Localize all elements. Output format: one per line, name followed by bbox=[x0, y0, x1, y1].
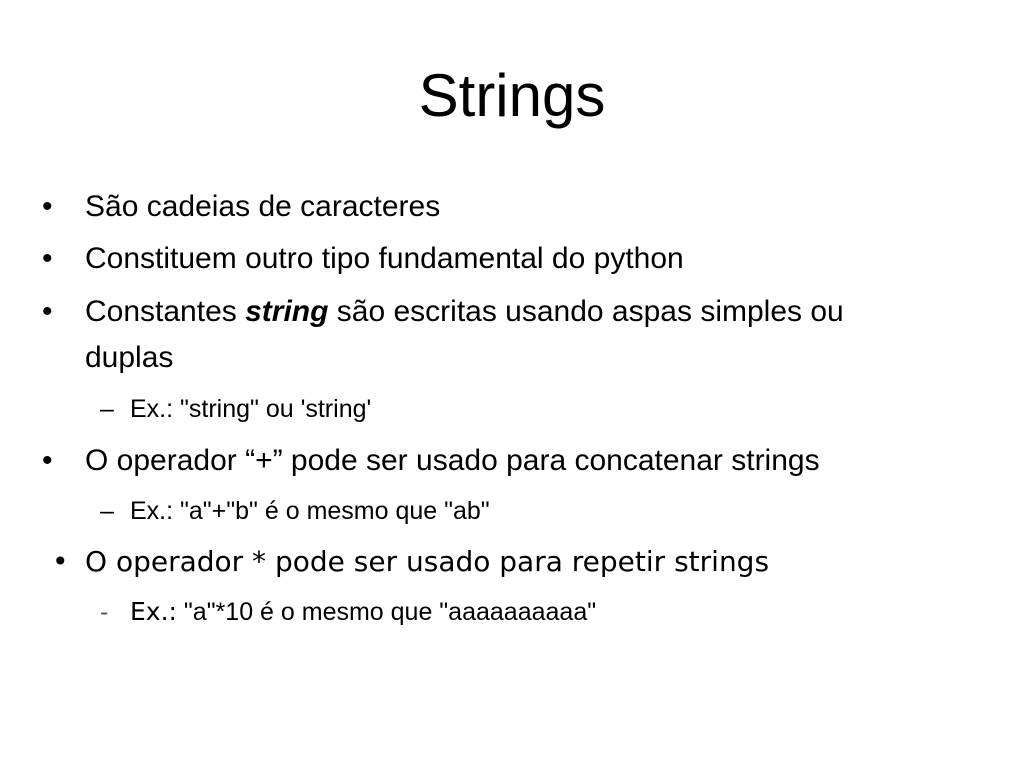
sub-bullet-prefix: Ex.: bbox=[130, 597, 177, 626]
sub-bullet-text: Ex.: "a"+"b" é o mesmo que "ab" bbox=[130, 497, 490, 525]
sub-bullet-text: Ex.: "string" ou 'string' bbox=[130, 395, 372, 423]
bullet-text: São cadeias de caracteres bbox=[85, 190, 441, 223]
bullet-text: Constituem outro tipo fundamental do python bbox=[85, 242, 684, 275]
bullet-text: O operador * pode ser usado para repetir strings bbox=[85, 545, 770, 578]
sub-bullet-marker: – bbox=[100, 497, 114, 525]
bullet-marker: • bbox=[42, 295, 53, 328]
bullet-text: O operador “+” pode ser usado para concatenar strings bbox=[85, 444, 820, 477]
bullet-marker: • bbox=[42, 190, 53, 223]
sub-bullet-marker: - bbox=[100, 598, 109, 626]
slide-title: Strings bbox=[418, 62, 606, 129]
sub-bullet-marker: – bbox=[100, 395, 114, 423]
bullet-text-part: são escritas usando aspas simples ou bbox=[328, 295, 844, 328]
sub-bullet-text bbox=[130, 594, 980, 630]
bullet-marker: • bbox=[52, 545, 69, 578]
bullet-text-part: Constantes bbox=[85, 295, 246, 328]
emphasized-term: string bbox=[245, 295, 329, 328]
bullet-text-continuation: duplas bbox=[85, 341, 174, 374]
sub-bullet-text-part: "a"*10 é o mesmo que "aaaaaaaaaa" bbox=[176, 598, 597, 626]
bullet-text bbox=[85, 289, 985, 335]
bullet-marker: • bbox=[42, 444, 53, 477]
bullet-marker: • bbox=[42, 242, 53, 275]
